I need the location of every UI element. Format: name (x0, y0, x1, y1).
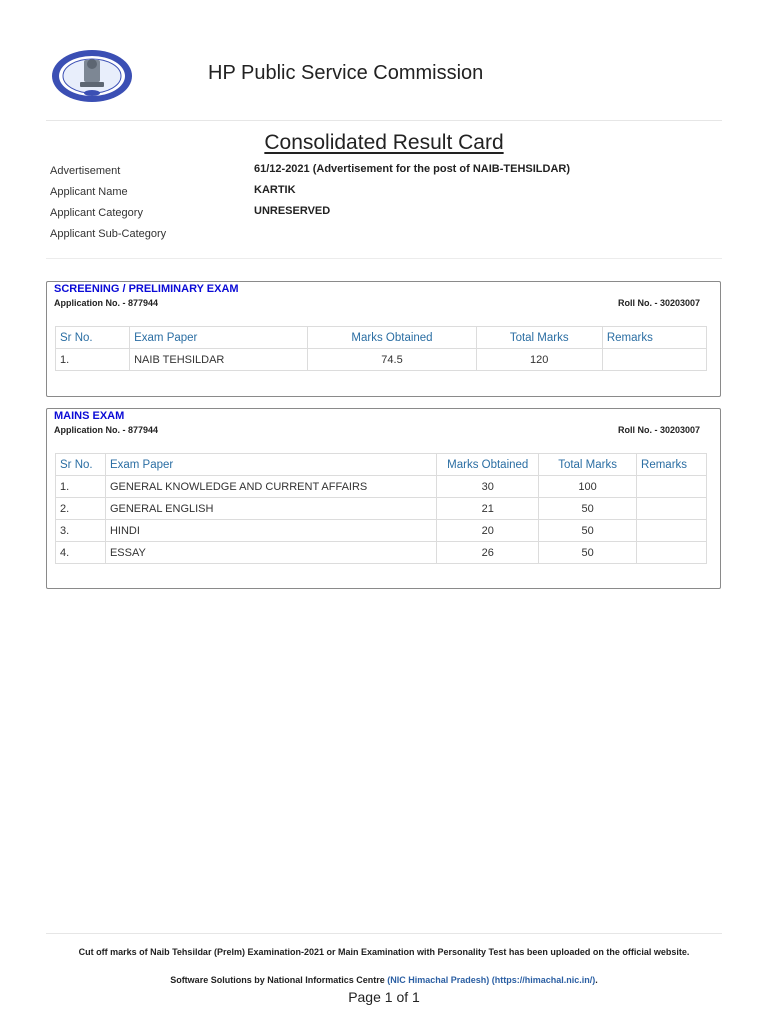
page-header (0, 0, 768, 122)
advertisement-row (50, 162, 730, 183)
cell-sr-no: 3. (56, 520, 106, 542)
applicant-name-label: Applicant Name (50, 186, 128, 198)
cell-sr-no: 1. (56, 349, 130, 371)
table-header-row (56, 327, 707, 349)
applicant-category-label: Applicant Category (50, 207, 143, 219)
table-row (56, 349, 707, 371)
col-sr-no: Sr No. (56, 454, 106, 476)
col-sr-no: Sr No. (56, 327, 130, 349)
footer-cutoff-note: Cut off marks of Naib Tehsildar (Prelm) Examination-2021 or Main Examination with Personality Test has been uploaded on the official website. (78, 947, 690, 957)
table-header-row (56, 454, 707, 476)
mains-marks-table (55, 453, 707, 564)
cell-marks-obtained: 20 (437, 520, 539, 542)
advertisement-value: 61/12-2021 (Advertisement for the post of NAIB-TEHSILDAR) (254, 163, 570, 175)
advertisement-label: Advertisement (50, 165, 121, 177)
col-exam-paper: Exam Paper (130, 327, 308, 349)
cell-total-marks: 50 (539, 542, 637, 564)
mains-exam-section (46, 408, 721, 589)
footer-credit (0, 975, 768, 985)
table-row (56, 498, 707, 520)
col-total-marks: Total Marks (476, 327, 602, 349)
cell-exam-paper: GENERAL KNOWLEDGE AND CURRENT AFFAIRS (105, 476, 436, 498)
prelim-application-no: Application No. - 877944 (54, 298, 159, 308)
prelim-exam-section (46, 281, 721, 397)
cell-marks-obtained: 26 (437, 542, 539, 564)
col-marks-obtained: Marks Obtained (437, 454, 539, 476)
organization-title: HP Public Service Commission (208, 62, 484, 84)
table-row (56, 542, 707, 564)
applicant-subcategory-row (50, 225, 730, 246)
cell-total-marks: 50 (539, 498, 637, 520)
cell-sr-no: 2. (56, 498, 106, 520)
cell-sr-no: 4. (56, 542, 106, 564)
col-exam-paper: Exam Paper (105, 454, 436, 476)
prelim-marks-table (55, 326, 707, 371)
col-remarks: Remarks (637, 454, 707, 476)
table-row (56, 520, 707, 542)
col-remarks: Remarks (602, 327, 706, 349)
cell-sr-no: 1. (56, 476, 106, 498)
cell-marks-obtained: 21 (437, 498, 539, 520)
nic-himachal-link[interactable]: (NIC Himachal Pradesh) (https://himachal.nic.in/) (387, 975, 596, 985)
footer-divider (46, 933, 722, 934)
cell-remarks (637, 542, 707, 564)
cell-marks-obtained: 30 (437, 476, 539, 498)
mains-roll-no: Roll No. - 30203007 (617, 425, 700, 435)
cell-exam-paper: HINDI (105, 520, 436, 542)
credit-suffix: . (595, 975, 598, 985)
info-divider (46, 258, 722, 259)
cell-total-marks: 120 (476, 349, 602, 371)
cell-exam-paper: NAIB TEHSILDAR (130, 349, 308, 371)
prelim-section-title: SCREENING / PRELIMINARY EXAM (54, 283, 239, 295)
col-marks-obtained: Marks Obtained (308, 327, 476, 349)
prelim-roll-no: Roll No. - 30203007 (617, 298, 700, 308)
cell-exam-paper: ESSAY (105, 542, 436, 564)
cell-remarks (637, 498, 707, 520)
applicant-subcategory-label: Applicant Sub-Category (50, 228, 167, 240)
table-row (56, 476, 707, 498)
cell-remarks (602, 349, 706, 371)
applicant-info (50, 162, 730, 246)
cell-remarks (637, 520, 707, 542)
cell-total-marks: 50 (539, 520, 637, 542)
cell-exam-paper: GENERAL ENGLISH (105, 498, 436, 520)
mains-section-title: MAINS EXAM (54, 410, 125, 422)
credit-prefix: Software Solutions by National Informatics Centre (170, 975, 388, 985)
applicant-name-row (50, 183, 730, 204)
state-emblem-seal-icon (50, 48, 134, 104)
mains-application-no: Application No. - 877944 (54, 425, 159, 435)
applicant-category-value: UNRESERVED (254, 205, 331, 217)
page-number: Page 1 of 1 (348, 989, 420, 1005)
cell-total-marks: 100 (539, 476, 637, 498)
applicant-category-row (50, 204, 730, 225)
result-card-title: Consolidated Result Card (264, 131, 504, 154)
cell-marks-obtained: 74.5 (308, 349, 476, 371)
col-total-marks: Total Marks (539, 454, 637, 476)
applicant-name-value: KARTIK (254, 184, 296, 196)
cell-remarks (637, 476, 707, 498)
header-divider (46, 120, 722, 121)
